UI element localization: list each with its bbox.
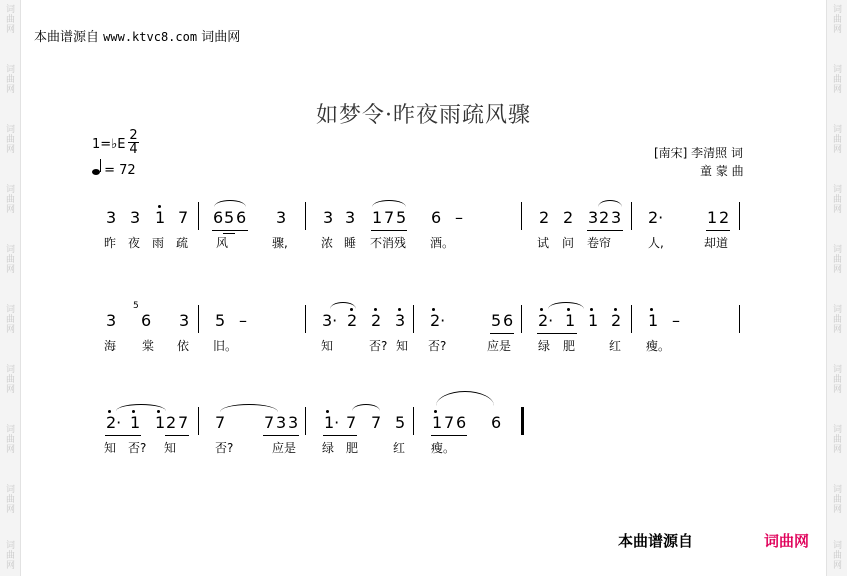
note: 1 bbox=[707, 208, 718, 227]
lyric: 知 bbox=[321, 339, 334, 353]
watermark-text: 词曲网 bbox=[831, 424, 841, 454]
octave-dot bbox=[434, 410, 437, 413]
note: 2 bbox=[611, 311, 622, 330]
watermark-text: 词曲网 bbox=[831, 64, 841, 94]
note: 2· bbox=[430, 311, 446, 330]
underline bbox=[371, 230, 407, 231]
note: 7 bbox=[264, 413, 275, 432]
lyric: 否? bbox=[428, 339, 447, 353]
credits bbox=[654, 144, 744, 180]
slur bbox=[214, 200, 246, 207]
watermark-text: 词曲网 bbox=[831, 304, 841, 334]
note: 3 bbox=[345, 208, 356, 227]
watermark-text: 词曲网 bbox=[831, 4, 841, 34]
source-footer: 本曲谱源自 bbox=[618, 532, 694, 550]
note: 3 bbox=[276, 413, 287, 432]
note: 1 bbox=[588, 311, 599, 330]
barline bbox=[198, 305, 199, 333]
lyric: 肥 bbox=[563, 339, 576, 353]
note: 2 bbox=[563, 208, 574, 227]
slur bbox=[220, 404, 278, 412]
note: 2 bbox=[166, 413, 177, 432]
lyric: 知 bbox=[104, 441, 117, 455]
note: 3 bbox=[106, 208, 117, 227]
note: 6 bbox=[141, 311, 152, 330]
tempo-value: = 72 bbox=[104, 163, 136, 178]
lyric: 风 bbox=[216, 236, 229, 250]
watermark-text: 词曲网 bbox=[4, 64, 14, 94]
octave-dot bbox=[614, 308, 617, 311]
lyric: 瘦。 bbox=[431, 441, 456, 455]
lyric: 试 bbox=[537, 236, 550, 250]
lyric: 否? bbox=[215, 441, 234, 455]
note: 5 bbox=[491, 311, 502, 330]
note: – bbox=[672, 311, 680, 330]
watermark-text: 词曲网 bbox=[831, 540, 841, 570]
composer-credit: 童 蒙 曲 bbox=[700, 164, 744, 178]
underline bbox=[323, 435, 357, 436]
note: 2· bbox=[538, 311, 554, 330]
barline bbox=[305, 305, 306, 333]
watermark-text: 词曲网 bbox=[831, 244, 841, 274]
note: 2 bbox=[371, 311, 382, 330]
note: 6 bbox=[431, 208, 442, 227]
octave-dot bbox=[540, 308, 543, 311]
note: 7 bbox=[444, 413, 455, 432]
note: 3 bbox=[611, 208, 622, 227]
note: 1 bbox=[432, 413, 443, 432]
lyric: 知 bbox=[164, 441, 177, 455]
lyricist-credit: [南宋] 李清照 词 bbox=[654, 146, 743, 160]
lyric: 否? bbox=[369, 339, 388, 353]
note: 7 bbox=[371, 413, 382, 432]
barline bbox=[631, 305, 632, 333]
note: 6 bbox=[236, 208, 247, 227]
lyric: 依 bbox=[177, 339, 190, 353]
source-prefix: 本曲谱源自 bbox=[34, 30, 100, 45]
barline bbox=[739, 202, 740, 230]
note: 3 bbox=[130, 208, 141, 227]
note: 6 bbox=[456, 413, 467, 432]
watermark-text: 词曲网 bbox=[4, 244, 14, 274]
watermark-text: 词曲网 bbox=[4, 540, 14, 570]
key-signature: 1=♭E bbox=[92, 137, 126, 152]
underline bbox=[105, 435, 141, 436]
note: 3 bbox=[276, 208, 287, 227]
watermark-text: 词曲网 bbox=[831, 184, 841, 214]
lyric: 应是 bbox=[487, 339, 512, 353]
lyric: 绿 bbox=[538, 339, 551, 353]
note: 3 bbox=[323, 208, 334, 227]
barline bbox=[521, 305, 522, 333]
lyric: 浓 bbox=[321, 236, 334, 250]
note: 3 bbox=[588, 208, 599, 227]
octave-dot bbox=[157, 410, 160, 413]
slur bbox=[330, 302, 356, 309]
lyric: 疏 bbox=[176, 236, 189, 250]
note: 3 bbox=[179, 311, 190, 330]
lyric: 酒。 bbox=[430, 236, 455, 250]
time-signature bbox=[128, 129, 139, 156]
watermark-text: 词曲网 bbox=[831, 124, 841, 154]
slur bbox=[548, 302, 584, 309]
lyric: 绿 bbox=[322, 441, 335, 455]
note: 2 bbox=[539, 208, 550, 227]
source-site: 词曲网 bbox=[201, 30, 241, 45]
note: 7 bbox=[178, 208, 189, 227]
octave-dot bbox=[432, 308, 435, 311]
underline bbox=[431, 435, 467, 436]
note: 5 bbox=[395, 413, 406, 432]
site-link[interactable]: 词曲网 bbox=[764, 532, 810, 550]
source-header bbox=[34, 26, 240, 45]
source-url[interactable]: www.ktvc8.com bbox=[103, 30, 198, 44]
lyric: 人, bbox=[648, 236, 664, 250]
lyric: 海 bbox=[104, 339, 117, 353]
note: 6 bbox=[213, 208, 224, 227]
triplet-slur bbox=[372, 200, 406, 207]
watermark-text: 词曲网 bbox=[4, 4, 14, 34]
barline bbox=[198, 202, 199, 230]
slur bbox=[598, 200, 622, 207]
watermark-text: 词曲网 bbox=[831, 484, 841, 514]
note: 7 bbox=[384, 208, 395, 227]
note: 3 bbox=[106, 311, 117, 330]
underline bbox=[165, 435, 189, 436]
lyric: 否? bbox=[128, 441, 147, 455]
note: 1 bbox=[155, 208, 166, 227]
note: 1 bbox=[565, 311, 576, 330]
lyric: 肥 bbox=[346, 441, 359, 455]
watermark-text: 词曲网 bbox=[4, 424, 14, 454]
note: 2 bbox=[599, 208, 610, 227]
barline bbox=[739, 305, 740, 333]
watermark-text: 词曲网 bbox=[4, 484, 14, 514]
underline bbox=[537, 333, 577, 334]
song-title: 如梦令·昨夜雨疏风骤 bbox=[316, 103, 531, 128]
lyric: 旧。 bbox=[213, 339, 238, 353]
time-top: 2 bbox=[129, 128, 138, 143]
barline bbox=[305, 202, 306, 230]
right-watermark-strip bbox=[826, 0, 847, 576]
lyric: 骤, bbox=[272, 236, 288, 250]
watermark-text: 词曲网 bbox=[4, 364, 14, 394]
watermark-text: 词曲网 bbox=[4, 304, 14, 334]
quarter-note-icon bbox=[92, 169, 100, 175]
note: 7 bbox=[346, 413, 357, 432]
grace-note: 5 bbox=[133, 301, 139, 311]
underline bbox=[212, 230, 248, 231]
tempo-marking bbox=[92, 163, 136, 178]
lyric: 问 bbox=[562, 236, 575, 250]
score-row-1 bbox=[0, 208, 847, 278]
lyric: 应是 bbox=[272, 441, 297, 455]
score-row-2 bbox=[0, 301, 847, 381]
note: 7 bbox=[215, 413, 226, 432]
barline bbox=[413, 305, 414, 333]
note: – bbox=[239, 311, 247, 330]
barline bbox=[521, 202, 522, 230]
lyric: 卷帘 bbox=[587, 236, 612, 250]
note: 1 bbox=[155, 413, 166, 432]
note: – bbox=[455, 208, 463, 227]
note: 3 bbox=[395, 311, 406, 330]
barline bbox=[413, 407, 414, 435]
barline bbox=[305, 407, 306, 435]
octave-dot bbox=[108, 410, 111, 413]
watermark-text: 词曲网 bbox=[4, 124, 14, 154]
underline bbox=[490, 333, 514, 334]
lyric: 睡 bbox=[344, 236, 357, 250]
slur bbox=[352, 404, 380, 411]
lyric: 不消残 bbox=[370, 236, 407, 250]
underline bbox=[263, 435, 299, 436]
note: 6 bbox=[503, 311, 514, 330]
note: 5 bbox=[215, 311, 226, 330]
lyric: 知 bbox=[396, 339, 409, 353]
time-bottom: 4 bbox=[129, 142, 138, 157]
note: 6 bbox=[491, 413, 502, 432]
note: 2 bbox=[347, 311, 358, 330]
octave-dot bbox=[398, 308, 401, 311]
underline bbox=[587, 230, 623, 231]
lyric: 红 bbox=[393, 441, 406, 455]
underline bbox=[706, 230, 730, 231]
lyric: 昨 bbox=[104, 236, 117, 250]
note: 7 bbox=[178, 413, 189, 432]
lyric: 红 bbox=[609, 339, 622, 353]
octave-dot bbox=[158, 205, 161, 208]
note: 3· bbox=[322, 311, 338, 330]
note: 2· bbox=[648, 208, 664, 227]
left-watermark-strip bbox=[0, 0, 21, 576]
lyric: 却道 bbox=[704, 236, 729, 250]
note: 1 bbox=[130, 413, 141, 432]
octave-dot bbox=[650, 308, 653, 311]
note: 2 bbox=[719, 208, 730, 227]
slur bbox=[436, 391, 494, 406]
note: 3 bbox=[288, 413, 299, 432]
note: 1 bbox=[372, 208, 383, 227]
lyric: 雨 bbox=[152, 236, 165, 250]
lyric: 夜 bbox=[128, 236, 141, 250]
barline bbox=[631, 202, 632, 230]
octave-dot bbox=[326, 410, 329, 413]
octave-dot bbox=[590, 308, 593, 311]
watermark-text: 词曲网 bbox=[4, 184, 14, 214]
watermark-text: 词曲网 bbox=[831, 364, 841, 394]
note: 2· bbox=[106, 413, 122, 432]
octave-dot bbox=[374, 308, 377, 311]
lyric: 棠 bbox=[142, 339, 155, 353]
note: 1· bbox=[324, 413, 340, 432]
final-barline bbox=[521, 407, 524, 435]
note: 1 bbox=[648, 311, 659, 330]
note: 5 bbox=[396, 208, 407, 227]
lyric: 瘦。 bbox=[646, 339, 671, 353]
score-row-3 bbox=[0, 413, 847, 483]
note: 5 bbox=[224, 208, 235, 227]
barline bbox=[198, 407, 199, 435]
